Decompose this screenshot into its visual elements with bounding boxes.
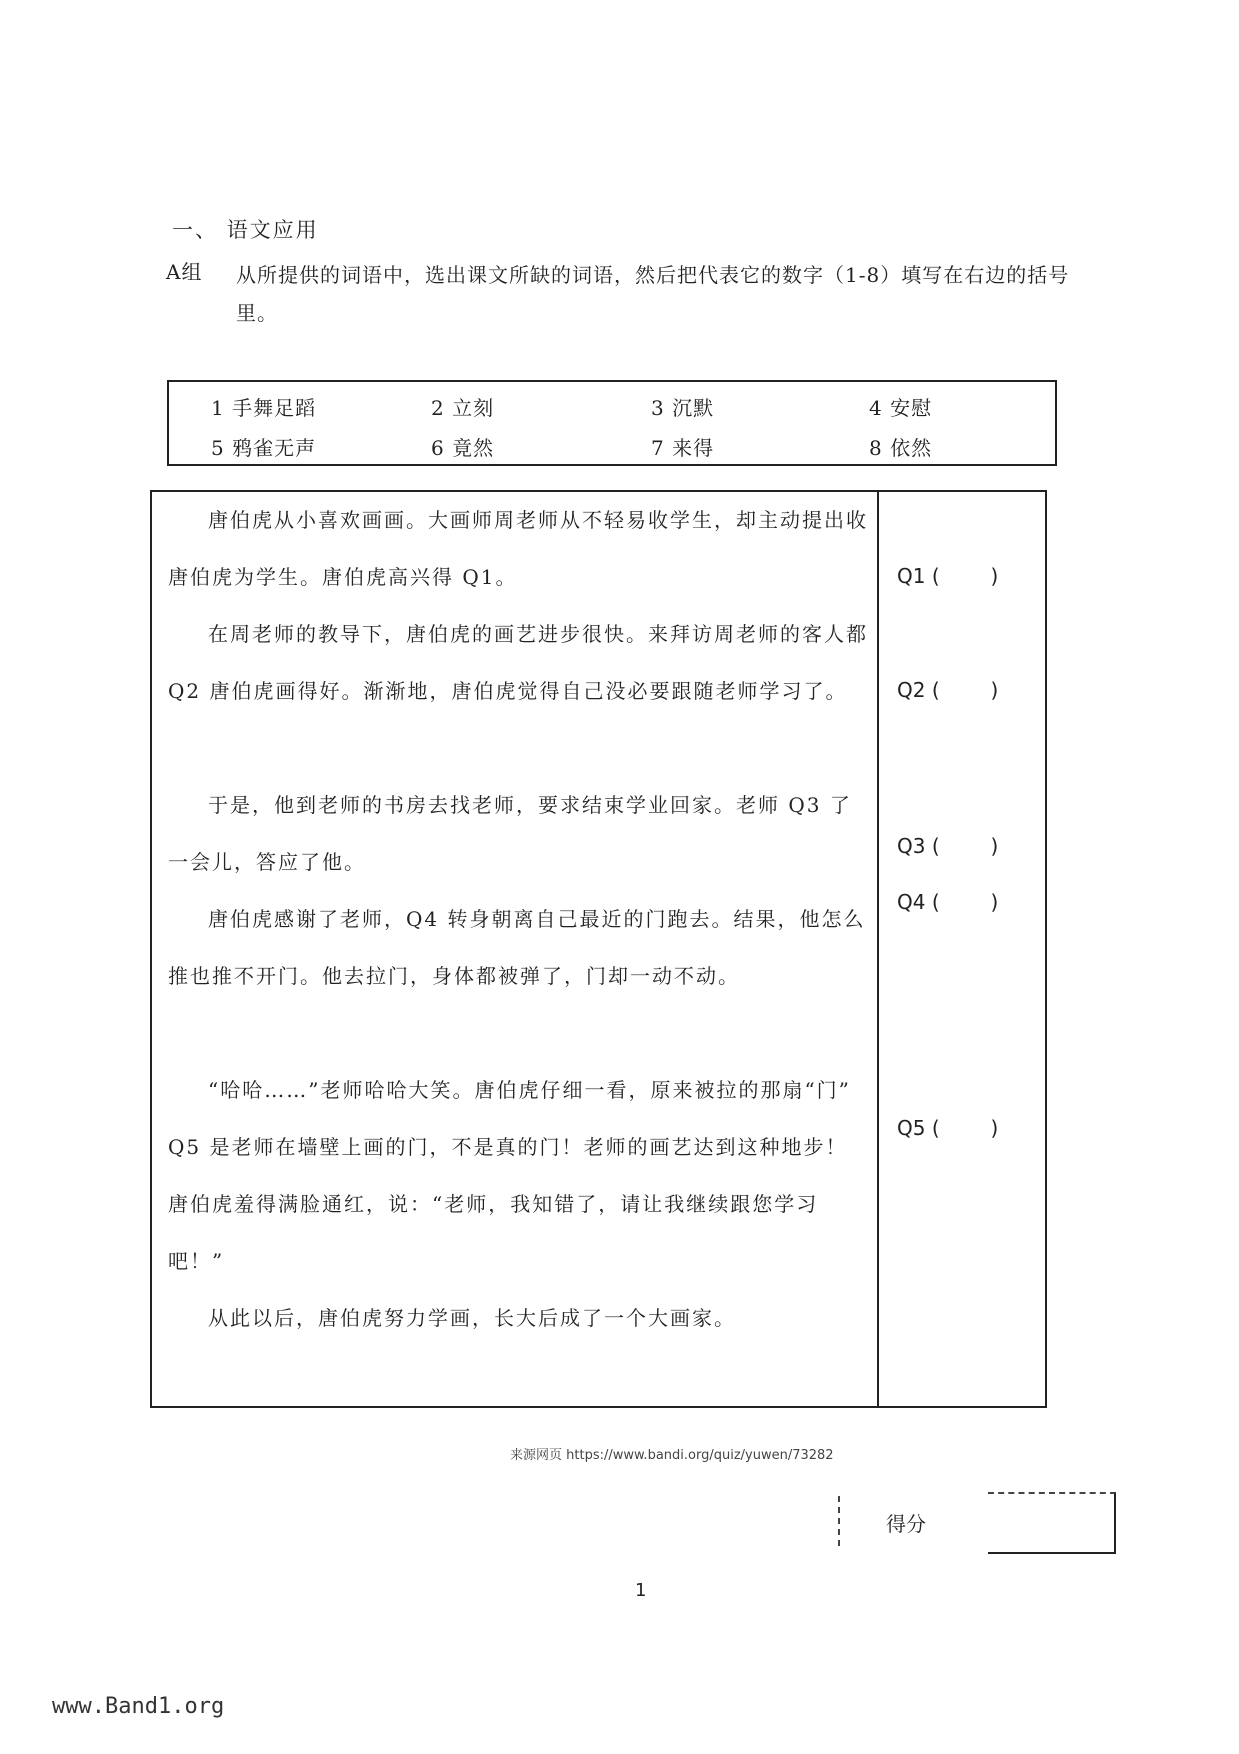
score-field[interactable] — [988, 1492, 1116, 1554]
page-number: 1 — [635, 1580, 647, 1601]
word-bank-item: 4 安慰 — [869, 396, 933, 420]
answer-slot-q5[interactable]: Q5 ( ) — [897, 1116, 999, 1140]
word-bank-item: 5 鸦雀无声 — [211, 436, 317, 460]
group-instruction: 从所提供的词语中，选出课文所缺的词语，然后把代表它的数字（1-8）填写在右边的括号里。 — [236, 263, 1070, 325]
word-bank-item: 2 立刻 — [431, 396, 495, 420]
answer-slot-q3[interactable]: Q3 ( ) — [897, 834, 999, 858]
passage-paragraph: 唐伯虎从小喜欢画画。大画师周老师从不轻易收学生，却主动提出收唐伯虎为学生。唐伯虎高兴得 Q1。 — [168, 508, 868, 589]
word-bank-item: 1 手舞足蹈 — [211, 396, 317, 420]
score-box — [838, 1488, 1118, 1558]
source-url: 来源网页 https://www.bandi.org/quiz/yuwen/73282 — [510, 1448, 834, 1463]
word-bank-item: 8 依然 — [869, 436, 933, 460]
word-bank-item: 7 来得 — [651, 436, 715, 460]
answer-slot-q2[interactable]: Q2 ( ) — [897, 678, 999, 702]
footer-site: www.Band1.org — [52, 1694, 225, 1719]
passage-paragraph: 在周老师的教导下，唐伯虎的画艺进步很快。来拜访周老师的客人都 Q2 唐伯虎画得好。渐渐地，唐伯虎觉得自己没必要跟随老师学习了。 — [168, 622, 868, 703]
score-box-edge — [838, 1496, 842, 1546]
word-bank-item: 6 竟然 — [431, 436, 495, 460]
word-bank — [167, 380, 1057, 466]
passage-paragraph: 从此以后，唐伯虎努力学画，长大后成了一个大画家。 — [208, 1306, 736, 1330]
answer-slot-q4[interactable]: Q4 ( ) — [897, 890, 999, 914]
column-divider — [877, 492, 879, 1406]
score-label: 得分 — [886, 1512, 926, 1536]
group-label: A组 — [166, 260, 203, 284]
passage-paragraph: “哈哈……”老师哈哈大笑。唐伯虎仔细一看，原来被拉的那扇“门” Q5 是老师在墙壁上画的门，不是真的门！老师的画艺达到这种地步！唐伯虎羞得满脸通红，说：“老师，我知错了，请让我继续跟您学习吧！” — [168, 1078, 851, 1273]
passage-paragraph: 唐伯虎感谢了老师，Q4 转身朝离自己最近的门跑去。结果，他怎么推也推不开门。他去拉门，身体都被弹了，门却一动不动。 — [168, 907, 866, 988]
answer-slot-q1[interactable]: Q1 ( ) — [897, 564, 999, 588]
word-bank-item: 3 沉默 — [651, 396, 715, 420]
section-title: 一、 语文应用 — [172, 218, 319, 242]
passage-box — [150, 490, 1047, 1408]
passage-paragraph: 于是，他到老师的书房去找老师，要求结束学业回家。老师 Q3 了一会儿，答应了他。 — [168, 793, 852, 874]
